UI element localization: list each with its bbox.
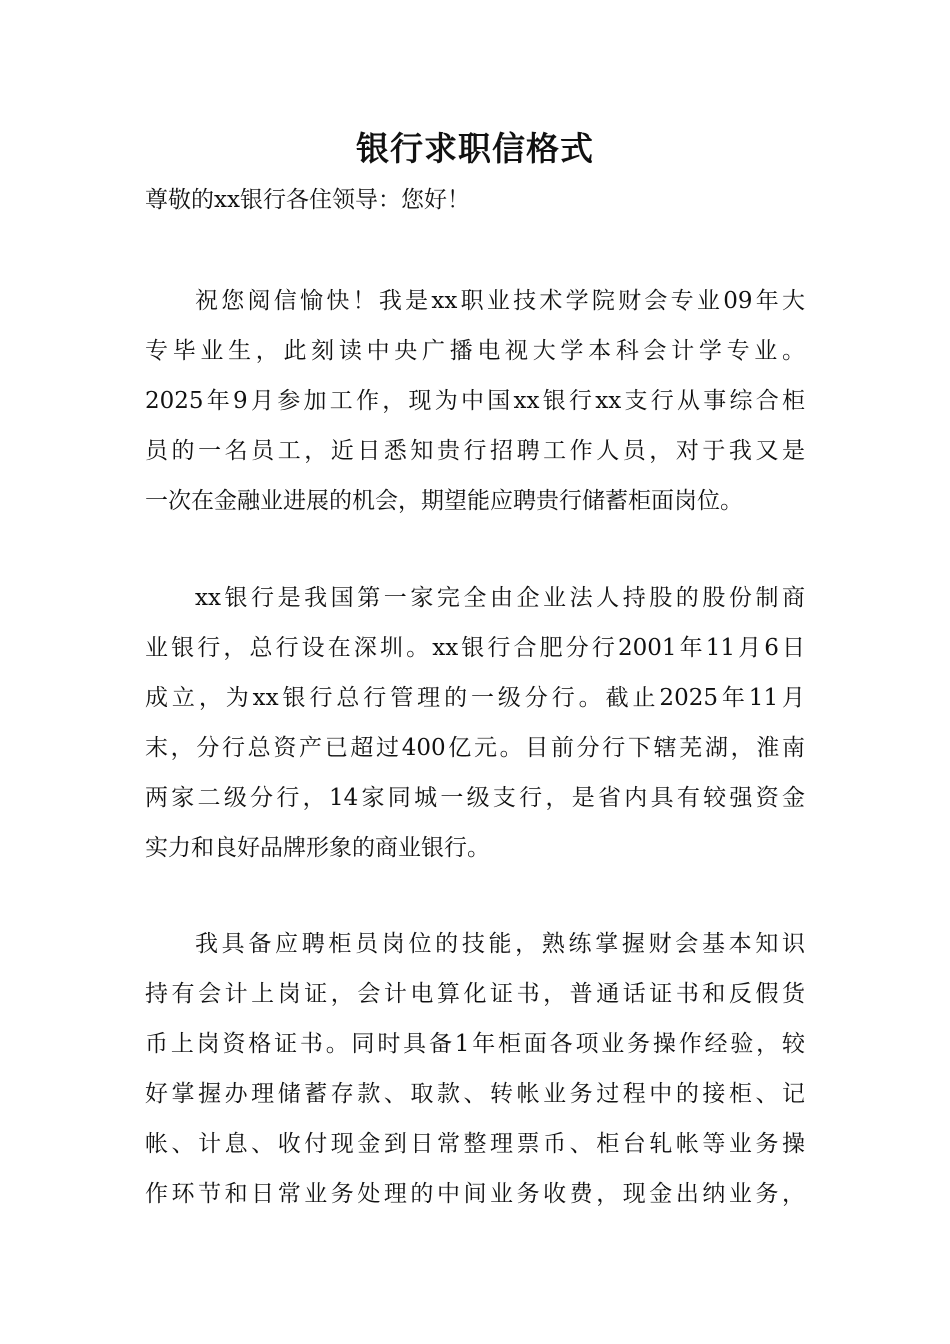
paragraph-intro [145,276,805,526]
text-line: 成立，为xx银行总行管理的一级分行。截止2025年11月 [145,685,805,711]
text-line: 我具备应聘柜员岗位的技能，熟练掌握财会基本知识 [195,931,805,957]
text-line: 持有会计上岗证，会计电算化证书，普通话证书和反假货 [145,981,805,1007]
paragraph-bank-profile [145,573,805,873]
text-line: 币上岗资格证书。同时具备1年柜面各项业务操作经验，较 [145,1031,805,1057]
text-line: 末，分行总资产已超过400亿元。目前分行下辖芜湖，淮南 [145,735,805,761]
document-title: 银行求职信格式 [356,129,594,168]
text-line: 实力和良好品牌形象的商业银行。 [145,835,490,861]
greeting-line: 尊敬的xx银行各住领导：您好！ [145,187,470,213]
text-line: 作环节和日常业务处理的中间业务收费，现金出纳业务， [145,1181,805,1207]
text-line: 一次在金融业进展的机会，期望能应聘贵行储蓄柜面岗位。 [145,488,743,514]
text-line: 帐、计息、收付现金到日常整理票币、柜台轧帐等业务操 [145,1131,805,1157]
text-line: 员的一名员工，近日悉知贵行招聘工作人员，对于我又是 [145,438,805,464]
text-line: xx银行是我国第一家完全由企业法人持股的股份制商 [195,585,805,611]
text-line: 好掌握办理储蓄存款、取款、转帐业务过程中的接柜、记 [145,1081,805,1107]
text-line: 祝您阅信愉快！我是xx职业技术学院财会专业09年大 [195,288,805,314]
text-line: 2025年9月参加工作，现为中国xx银行xx支行从事综合柜 [145,388,805,414]
text-line: 两家二级分行，14家同城一级支行，是省内具有较强资金 [145,785,805,811]
paragraph-skills [145,919,805,1219]
text-line: 专毕业生，此刻读中央广播电视大学本科会计学专业。 [145,338,805,364]
text-line: 业银行，总行设在深圳。xx银行合肥分行2001年11月6日 [145,635,805,661]
